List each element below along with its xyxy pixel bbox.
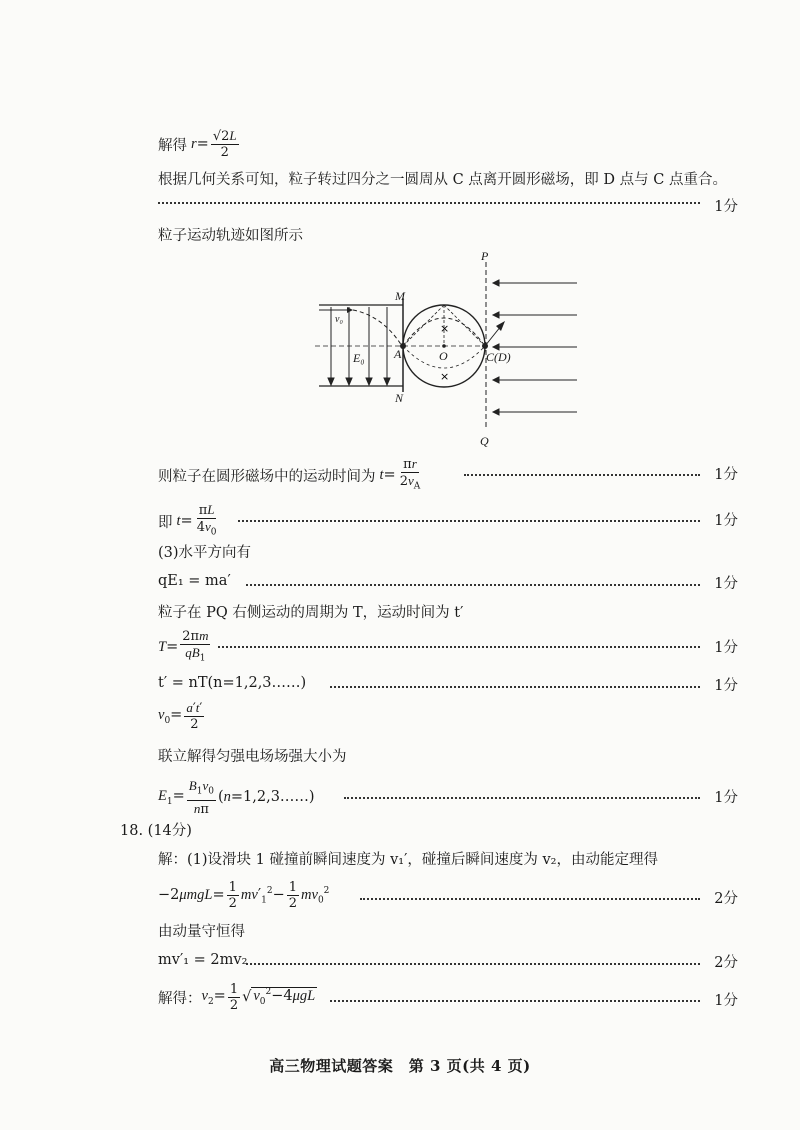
label-A: A bbox=[394, 347, 402, 361]
eq-v2: 解得： $v_2=$ $\frac{1}{2}$ √ $v_0^2-4\mu gL$ bbox=[158, 982, 316, 1013]
eq-energy: −2μmgL= $\frac{1}{2}$ $mv'_1^2-$ $\frac{1}{2}$ $mv_0^2$ bbox=[158, 880, 330, 911]
score-tprime: 1分 bbox=[714, 678, 738, 694]
score-time: 1分 bbox=[714, 467, 738, 483]
part3-heading: (3)水平方向有 bbox=[158, 545, 252, 561]
point-O bbox=[442, 344, 446, 348]
time-label: 则粒子在圆形磁场中的运动时间为 bbox=[158, 468, 376, 485]
label-P: P bbox=[481, 250, 489, 263]
score-v2: 1分 bbox=[714, 993, 738, 1009]
exit-arrow bbox=[485, 326, 501, 346]
label-C: C(D) bbox=[486, 350, 511, 364]
leader-dots bbox=[330, 998, 700, 1002]
ji-label: 即 bbox=[158, 514, 173, 531]
leader-dots bbox=[344, 795, 700, 799]
leader-dots bbox=[330, 684, 700, 688]
parabola-path bbox=[353, 310, 402, 346]
q18-line1: 解：(1)设滑块 1 碰撞前瞬间速度为 v₁′，碰撞后瞬间速度为 v₂，由动能定理得 bbox=[158, 852, 658, 868]
label-N: N bbox=[395, 391, 404, 405]
leader-dots bbox=[246, 582, 700, 586]
label-v0: v₀ bbox=[335, 314, 343, 325]
score-geometry: 1分 bbox=[714, 199, 738, 215]
label-Q: Q bbox=[480, 434, 489, 448]
eq-time: 则粒子在圆形磁场中的运动时间为 t= $\frac{\pi r}{2v_A}$ bbox=[158, 456, 421, 492]
q18-heading: 18. (14分) bbox=[120, 823, 192, 839]
eq-E1: $E_1=$ $\frac{B_1v_0}{n\pi}$ (n=1,2,3……) bbox=[158, 778, 315, 817]
score-ji: 1分 bbox=[714, 513, 738, 529]
page-footer: 高三物理试题答案 第 3 页(共 4 页) bbox=[269, 1057, 531, 1075]
trajectory-text: 粒子运动轨迹如图所示 bbox=[158, 228, 303, 244]
leader-dots bbox=[360, 896, 700, 900]
leader-dots bbox=[158, 200, 700, 204]
r-label: 解得 bbox=[158, 137, 187, 154]
score-energy: 2分 bbox=[714, 891, 738, 907]
leader-dots bbox=[218, 644, 700, 648]
joint-text: 联立解得匀强电场场强大小为 bbox=[158, 749, 347, 765]
field-x-lower: × bbox=[440, 370, 450, 383]
eq-t-final: 即 t= $\frac{\pi L}{4v_0}$ bbox=[158, 502, 217, 538]
eq-T: T= $\frac{2\pi m}{qB_1}$ bbox=[158, 628, 209, 664]
geometry-text: 根据几何关系可知，粒子转过四分之一圆周从 C 点离开圆形磁场，即 D 点与 C 点重合。 bbox=[158, 172, 727, 188]
momentum-text: 由动量守恒得 bbox=[158, 924, 245, 940]
eq-tprime: t′ = nT(n=1,2,3……) bbox=[158, 675, 307, 691]
eq-qE: qE₁ = ma′ bbox=[158, 573, 231, 589]
right-field-arrows bbox=[493, 280, 577, 415]
label-E0: E₀ bbox=[353, 351, 365, 365]
field-x-upper: × bbox=[440, 322, 450, 335]
leader-dots bbox=[246, 961, 700, 965]
radius-lines bbox=[403, 305, 485, 346]
score-qE: 1分 bbox=[714, 576, 738, 592]
eq-mv: mv′₁ = 2mv₂ bbox=[158, 952, 248, 968]
eq-r: 解得 r= $\frac{√2L}{2}$ bbox=[158, 128, 237, 160]
eq-v0: $v_0=$ $\frac{a't'}{2}$ bbox=[158, 700, 203, 732]
leader-dots bbox=[238, 518, 700, 522]
leader-dots bbox=[464, 472, 700, 476]
trajectory-diagram bbox=[315, 250, 585, 450]
period-text: 粒子在 PQ 右侧运动的周期为 T，运动时间为 t′ bbox=[158, 605, 464, 621]
label-M: M bbox=[395, 289, 405, 303]
v2-label: 解得： bbox=[158, 991, 202, 1007]
score-T: 1分 bbox=[714, 640, 738, 656]
score-momentum: 2分 bbox=[714, 955, 738, 971]
score-E1: 1分 bbox=[714, 790, 738, 806]
label-O: O bbox=[439, 349, 448, 363]
